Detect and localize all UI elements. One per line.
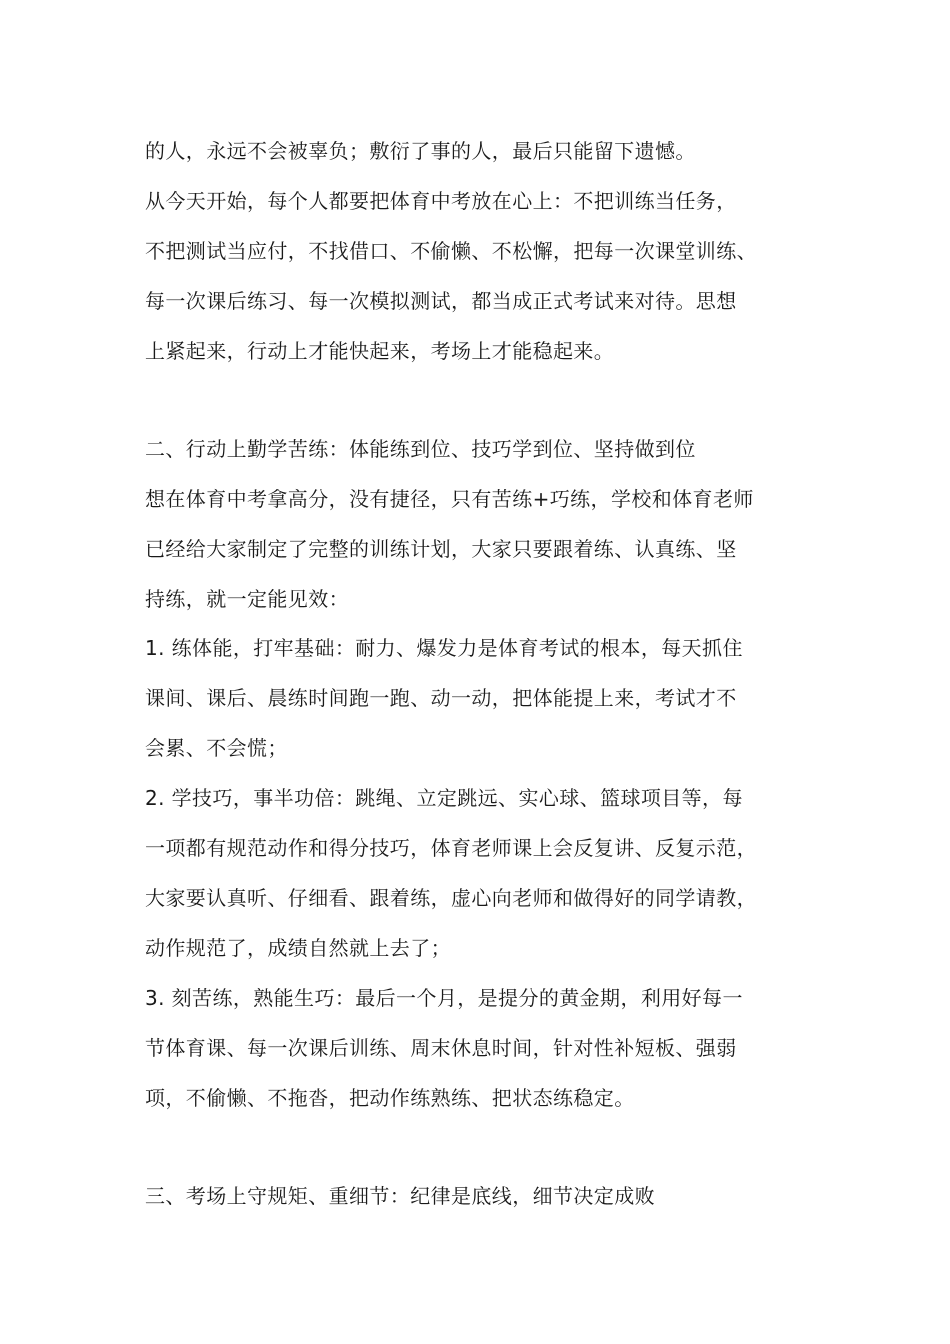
paragraph-line: 已经给大家制定了完整的训练计划，大家只要跟着练、认真练、坚 [145,537,737,561]
paragraph-line: 持练，就一定能见效： [145,587,349,611]
list-item-line: 大家要认真听、仔细看、跟着练，虚心向老师和做得好的同学请教， [145,886,757,910]
paragraph-line: 的人，永远不会被辜负；敷衍了事的人，最后只能留下遗憾。 [145,139,696,163]
list-item-line: 动作规范了，成绩自然就上去了； [145,936,451,960]
list-item-line: 节体育课、每一次课后训练、周末休息时间，针对性补短板、强弱 [145,1036,737,1060]
list-item-line: 1. 练体能，打牢基础：耐力、爆发力是体育考试的根本，每天抓住 [145,636,743,660]
list-item-line: 项，不偷懒、不拖沓，把动作练熟练、把状态练稳定。 [145,1086,635,1110]
paragraph-line: 想在体育中考拿高分，没有捷径，只有苦练+巧练，学校和体育老师 [145,487,754,511]
section-heading: 二、行动上勤学苦练：体能练到位、技巧学到位、坚持做到位 [145,437,696,461]
list-item-line: 会累、不会慌； [145,736,288,760]
list-item-line: 3. 刻苦练，熟能生巧：最后一个月，是提分的黄金期，利用好每一 [145,986,743,1010]
list-item-line: 2. 学技巧，事半功倍：跳绳、立定跳远、实心球、篮球项目等，每 [145,786,743,810]
paragraph-line: 每一次课后练习、每一次模拟测试，都当成正式考试来对待。思想 [145,289,737,313]
paragraph-line: 从今天开始，每个人都要把体育中考放在心上：不把训练当任务， [145,189,737,213]
section-heading: 三、考场上守规矩、重细节：纪律是底线，细节决定成败 [145,1184,655,1208]
paragraph-line: 上紧起来，行动上才能快起来，考场上才能稳起来。 [145,339,615,363]
list-item-line: 课间、课后、晨练时间跑一跑、动一动，把体能提上来，考试才不 [145,686,737,710]
list-item-line: 一项都有规范动作和得分技巧，体育老师课上会反复讲、反复示范， [145,836,757,860]
paragraph-line: 不把测试当应付，不找借口、不偷懒、不松懈，把每一次课堂训练、 [145,239,757,263]
